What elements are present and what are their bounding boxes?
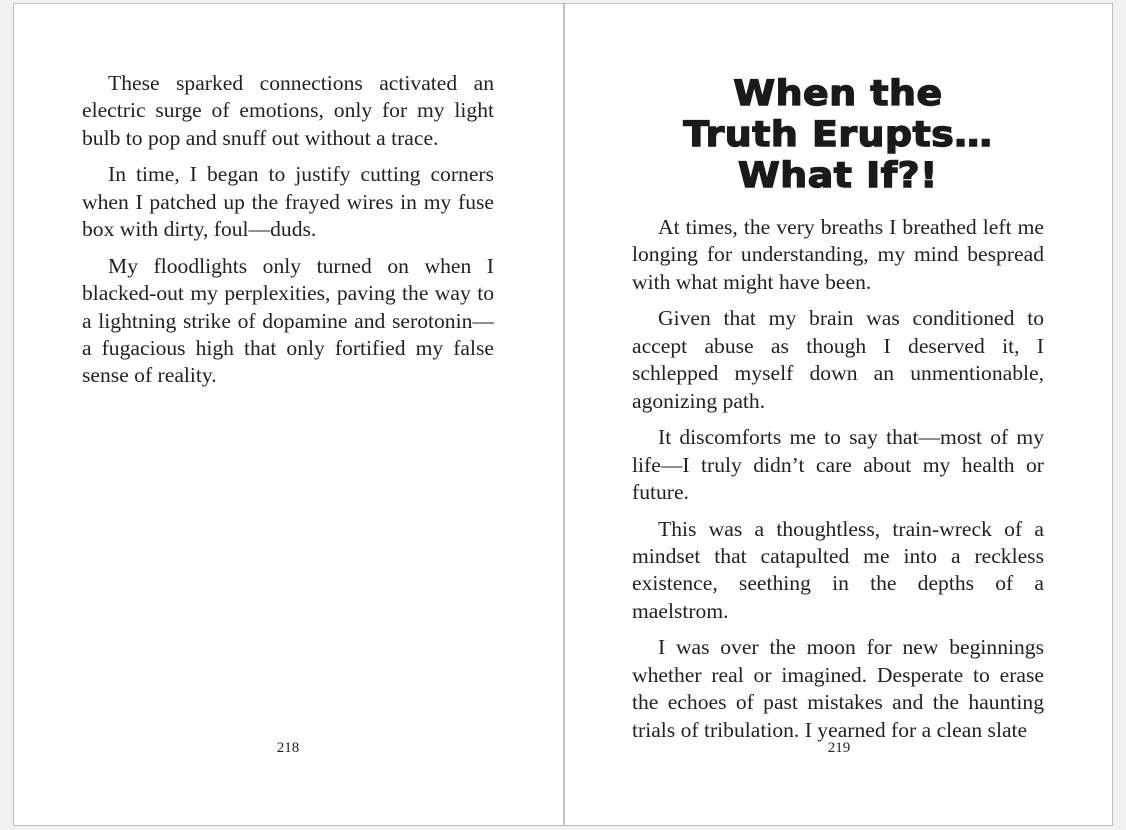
left-page-body (82, 70, 494, 399)
paragraph: This was a thoughtless, train-wreck of a mindset that catapulted me into a reckless existence, seething in the depths of a maelstrom. (632, 516, 1044, 623)
left-page[interactable] (14, 4, 563, 825)
paragraph: It discomforts me to say that—most of my life—I truly didn’t care about my health or future. (632, 425, 1044, 505)
paragraph: My floodlights only turned on when I blacked-out my perplexities, paving the way to a lightning strike of dopamine and serotonin—a fugacious high that only fortified my false sense of reality. (82, 253, 494, 388)
right-page-body (632, 214, 1044, 753)
book-spread (13, 3, 1113, 826)
page-number-left: 218 (276, 740, 300, 756)
page-number-right: 219 (827, 740, 851, 756)
paragraph: These sparked connections activated an electric surge of emotions, only for my light bulb to pop and snuff out without a trace. (82, 71, 494, 150)
paragraph: I was over the moon for new beginnings whether real or imagined. Desperate to erase the echoes of past mistakes and the haunting trials of tribulation. I yearned for a clean slate (632, 635, 1044, 742)
chapter-title-line: When the (733, 74, 943, 114)
chapter-title (616, 74, 1061, 197)
chapter-title-line: What If?! (738, 156, 938, 196)
right-page[interactable] (565, 4, 1112, 825)
paragraph: At times, the very breaths I breathed left me longing for understanding, my mind bespread with what might have been. (632, 215, 1044, 294)
paragraph: Given that my brain was conditioned to accept abuse as though I deserved it, I schlepped myself down an unmentionable, agonizing path. (632, 306, 1044, 413)
paragraph: In time, I began to justify cutting corners when I patched up the frayed wires in my fuse box with dirty, foul—duds. (82, 162, 494, 242)
chapter-title-line: Truth Erupts… (683, 115, 993, 155)
